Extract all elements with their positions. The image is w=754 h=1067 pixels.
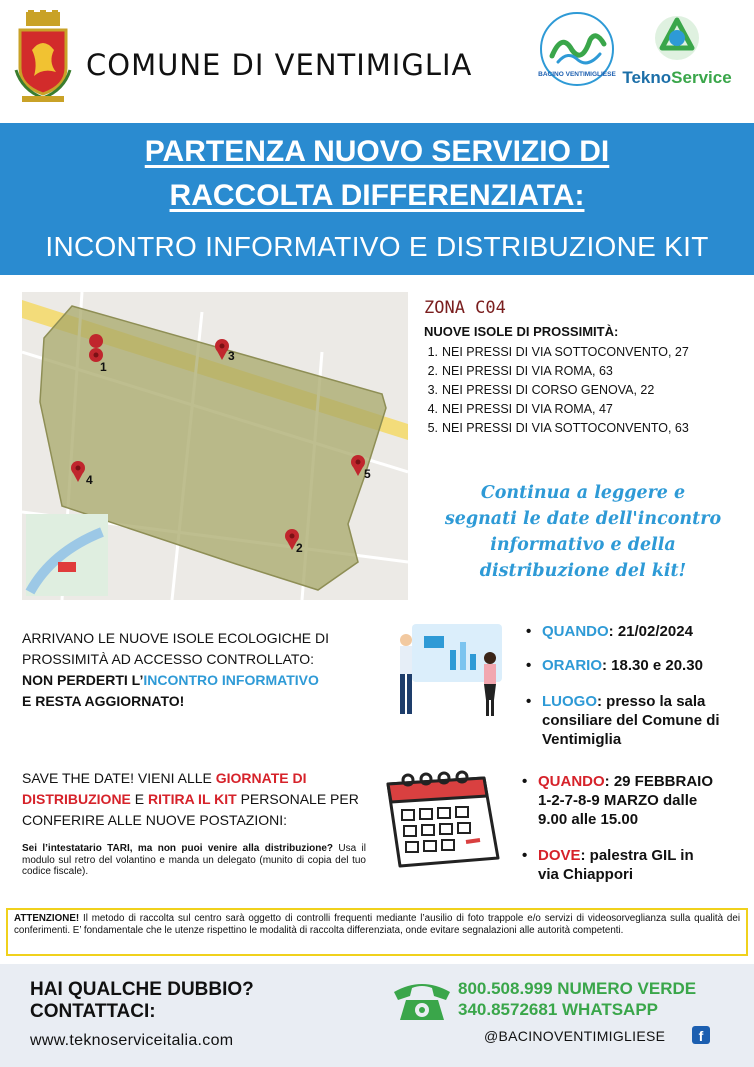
quando-label: QUANDO bbox=[542, 623, 609, 640]
incontro-intro: ARRIVANO LE NUOVE ISOLE ECOLOGICHE DI PROSSIMITÀ AD ACCESSO CONTROLLATO: bbox=[22, 630, 330, 667]
list-text: NEI PRESSI DI VIA SOTTOCONVENTO, 27 bbox=[442, 345, 689, 359]
dove-value2: via Chiappori bbox=[538, 866, 634, 883]
banner-title-line1: PARTENZA NUOVO SERVIZIO DI bbox=[144, 135, 610, 168]
luogo-label: LUOGO bbox=[542, 693, 597, 710]
delegato-rest: Usa il modulo sul retro del volantino e manda un delegato (munito di copia del tuo codice fiscale). bbox=[22, 843, 366, 877]
dist-part: SAVE THE DATE! VIENI ALLE bbox=[22, 770, 216, 786]
banner-subtitle: INCONTRO INFORMATIVO E DISTRIBUZIONE KIT bbox=[45, 231, 709, 262]
incontro-bold: NON PERDERTI L’ bbox=[22, 672, 144, 688]
bacino-logo-text: BACINO VENTIMIGLIESE bbox=[538, 71, 616, 78]
script-note-line: segnati le date dell'incontro bbox=[444, 509, 722, 529]
map-pin-label-4: 4 bbox=[86, 473, 93, 487]
zone-map bbox=[22, 292, 408, 600]
map-pin-label-2: 2 bbox=[296, 541, 303, 555]
quando-value3: 9.00 alle 15.00 bbox=[538, 811, 639, 828]
title-banner bbox=[0, 123, 754, 275]
comune-title: COMUNE DI VENTIMIGLIA bbox=[86, 48, 473, 82]
map-pin-label-1: 1 bbox=[100, 360, 107, 374]
dist-part: E bbox=[130, 791, 149, 807]
list-text: NEI PRESSI DI VIA ROMA, 47 bbox=[442, 402, 613, 416]
quando-value2: 1-2-7-8-9 MARZO dalle bbox=[538, 792, 698, 809]
list-text: NEI PRESSI DI CORSO GENOVA, 22 bbox=[442, 383, 655, 397]
bacino-logo-icon bbox=[538, 10, 616, 88]
list-number: 2. bbox=[427, 364, 438, 378]
list-text: NEI PRESSI DI VIA ROMA, 63 bbox=[442, 364, 613, 378]
crest-icon bbox=[12, 10, 74, 106]
numero-verde[interactable]: 800.508.999 NUMERO VERDE bbox=[458, 979, 697, 998]
phone-icon bbox=[390, 976, 454, 1024]
teknoservice-logo-text bbox=[618, 68, 736, 88]
dist-quando: • QUANDO: 29 FEBBRAIO 1-2-7-8-9 MARZO dalle 9.00 alle 15.00 bbox=[522, 773, 714, 828]
orario-value: : 18.30 e 20.30 bbox=[602, 657, 703, 674]
quando-label: QUANDO bbox=[538, 773, 605, 790]
teknoservice-logo bbox=[618, 8, 736, 94]
quando-value: : 21/02/2024 bbox=[608, 623, 693, 640]
attention-box bbox=[6, 908, 748, 956]
delegato-bold: Sei l’intestatario TARI, ma non puoi venire alla distribuzione? bbox=[22, 843, 334, 854]
whatsapp-number[interactable]: 340.8572681 WHATSAPP bbox=[458, 1000, 659, 1019]
orario-label: ORARIO bbox=[542, 657, 602, 674]
list-number: 3. bbox=[427, 383, 438, 397]
map-pin-label-3: 3 bbox=[228, 349, 235, 363]
incontro-text bbox=[22, 628, 372, 712]
script-note-line: informativo e della bbox=[490, 535, 676, 555]
incontro-luogo: • LUOGO: presso la sala consiliare del Comune di Ventimiglia bbox=[526, 693, 720, 748]
list-text: NEI PRESSI DI VIA SOTTOCONVENTO, 63 bbox=[442, 421, 689, 435]
attention-bold: ATTENZIONE! bbox=[14, 913, 80, 924]
social-handle[interactable]: @BACINOVENTIMIGLIESE bbox=[484, 1028, 666, 1044]
list-number: 5. bbox=[427, 421, 438, 435]
distribuzione-text bbox=[22, 768, 362, 831]
incontro-quando: • QUANDO: 21/02/2024 bbox=[526, 623, 693, 640]
footer-q2: CONTATTACI: bbox=[30, 1001, 156, 1022]
service-part: Service bbox=[671, 68, 732, 87]
footer-q1: HAI QUALCHE DUBBIO? bbox=[30, 979, 254, 1000]
list-item bbox=[424, 400, 689, 419]
banner-title-line2: RACCOLTA DIFFERENZIATA: bbox=[169, 179, 585, 212]
list-item bbox=[424, 381, 689, 400]
delegato-note bbox=[22, 843, 366, 878]
dist-dove: • DOVE: palestra GIL in via Chiappori bbox=[522, 847, 694, 883]
dove-value: : palestra GIL in bbox=[580, 847, 694, 864]
script-note-line: distribuzione del kit! bbox=[479, 561, 687, 581]
zone-map-drawing bbox=[22, 292, 408, 600]
list-number: 1. bbox=[427, 345, 438, 359]
script-note-line: Continua a leggere e bbox=[480, 483, 686, 503]
map-pin-label-5: 5 bbox=[364, 467, 371, 481]
incontro-bold2: E RESTA AGGIORNATO! bbox=[22, 693, 185, 709]
dove-label: DOVE bbox=[538, 847, 581, 864]
zona-title: ZONA C04 bbox=[424, 298, 506, 318]
dist-red: GIORNATE DI DISTRIBUZIONE bbox=[22, 770, 307, 807]
isole-title: NUOVE ISOLE DI PROSSIMITÀ: bbox=[424, 324, 619, 339]
dist-part: PERSONALE PER CONFERIRE ALLE NUOVE POSTAZIONI: bbox=[22, 791, 359, 828]
footer-question bbox=[30, 979, 254, 1023]
header bbox=[0, 0, 754, 122]
script-note bbox=[420, 480, 746, 584]
list-number: 4. bbox=[427, 402, 438, 416]
list-item bbox=[424, 419, 689, 438]
isole-list bbox=[424, 343, 689, 438]
presentation-illustration-icon bbox=[384, 620, 514, 720]
list-item bbox=[424, 343, 689, 362]
luogo-value: : presso la sala consiliare del Comune di Ventimiglia bbox=[542, 693, 720, 748]
facebook-icon[interactable]: f bbox=[692, 1026, 710, 1044]
incontro-highlight: INCONTRO INFORMATIVO bbox=[143, 672, 319, 688]
list-item bbox=[424, 362, 689, 381]
phone-numbers bbox=[458, 978, 696, 1020]
quando-value: : 29 FEBBRAIO bbox=[604, 773, 714, 790]
calendar-icon bbox=[380, 770, 506, 870]
dist-red: RITIRA IL KIT bbox=[148, 791, 237, 807]
attention-text: Il metodo di raccolta sul centro sarà oggetto di controlli frequenti mediante l’ausilio di foto trappole e/o servizi di videosorveglianza sulla qualità dei conferimenti. E’ fondamentale che le utenze rispettino le modalità di raccolta differenziata, onde evitare segnalazioni alle autorità competenti. bbox=[14, 913, 740, 936]
tekno-part: Tekno bbox=[622, 68, 672, 87]
website-link[interactable]: www.teknoserviceitalia.com bbox=[30, 1032, 234, 1049]
recycle-icon bbox=[618, 8, 736, 68]
incontro-orario: • ORARIO: 18.30 e 20.30 bbox=[526, 657, 703, 674]
